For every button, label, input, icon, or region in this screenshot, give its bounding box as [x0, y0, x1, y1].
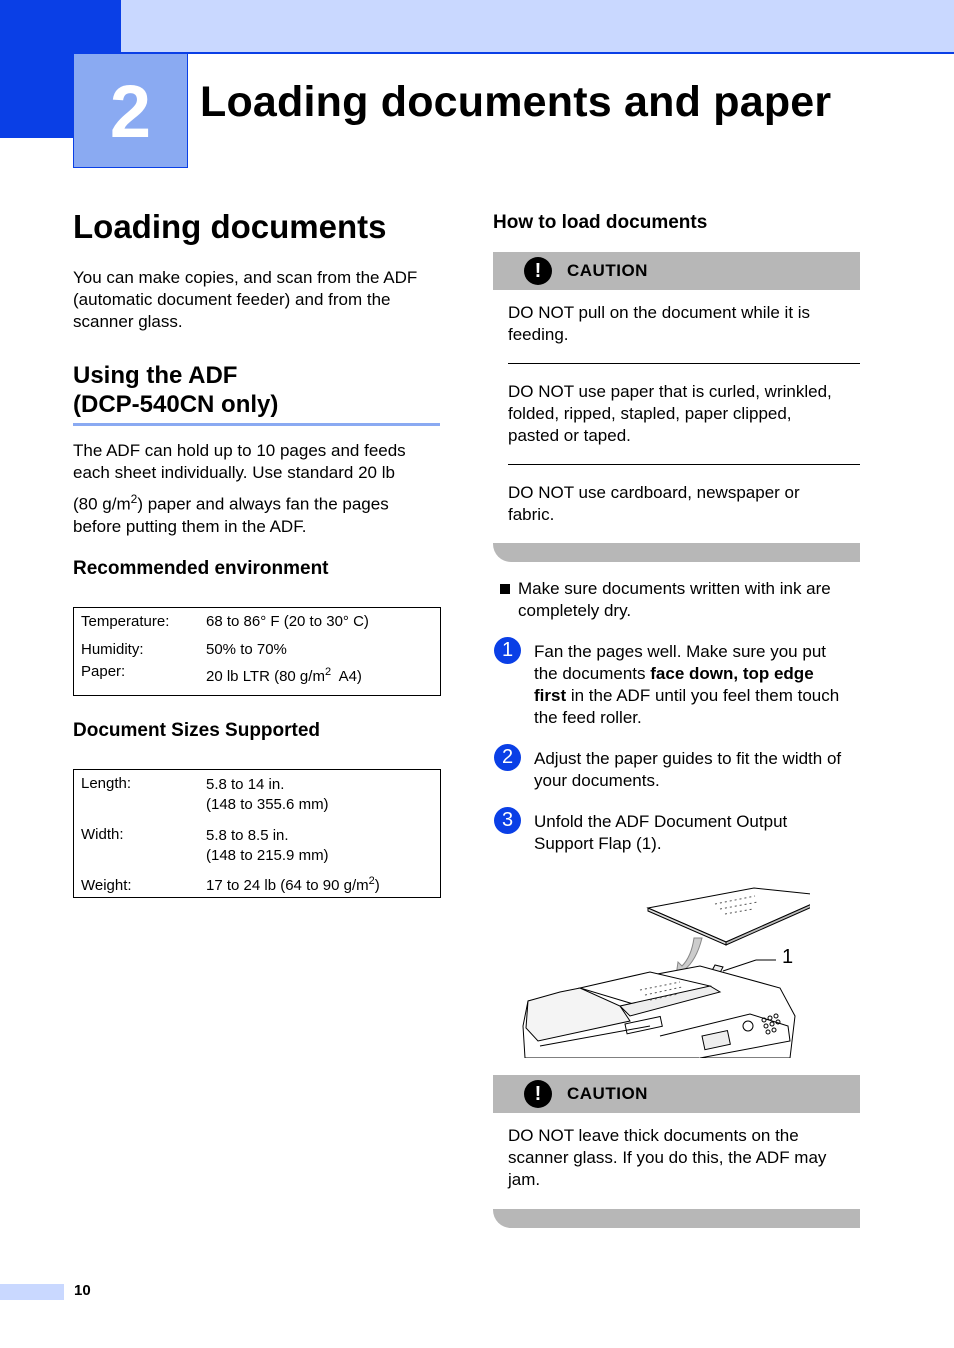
text: the documents [534, 664, 651, 683]
adf-illustration [520, 866, 810, 1058]
text: ) [374, 877, 380, 895]
step-line: Unfold the ADF Document Output [534, 812, 788, 831]
value-line: (148 to 355.6 mm) [206, 796, 329, 813]
document-sheet [648, 888, 810, 942]
length-label: Length: [81, 775, 132, 792]
adf-line: The ADF can hold up to 10 pages and feeds [73, 441, 406, 460]
superscript: 2 [368, 875, 375, 888]
caution-label: CAUTION [567, 261, 648, 280]
width-value [206, 820, 441, 871]
caution-line: DO NOT leave thick documents on the [508, 1126, 799, 1145]
step-number-3: 3 [494, 807, 521, 834]
caution-line: jam. [508, 1170, 541, 1189]
step-1-text [534, 641, 864, 729]
value-line: 5.8 to 8.5 in. [206, 827, 289, 845]
subsection-title-line: (DCP-540CN only) [73, 391, 279, 418]
text: ) paper and always fan the pages [137, 494, 389, 514]
intro-line: scanner glass. [73, 312, 183, 331]
intro-line: You can make copies, and scan from the ADF [73, 268, 418, 287]
bullet-line: completely dry. [518, 601, 632, 620]
caution-footer [493, 1209, 860, 1228]
bold-text: face down, top edge [650, 664, 814, 683]
caution-label: CAUTION [567, 1084, 648, 1103]
env-title: Recommended environment [73, 558, 329, 579]
paper-label: Paper: [81, 662, 126, 680]
divider [508, 464, 860, 465]
length-value [206, 770, 441, 821]
caution-line: pasted or taped. [508, 426, 631, 445]
bullet-square-icon [500, 584, 510, 594]
superscript: 2 [130, 492, 138, 506]
sizes-title: Document Sizes Supported [73, 720, 321, 741]
bullet-line: Make sure documents written with ink are [518, 579, 831, 598]
value-line: 5.8 to 14 in. [206, 776, 285, 793]
caution-line: feeding. [508, 325, 569, 344]
bullet-text [518, 578, 863, 622]
caution-footer [493, 543, 860, 562]
caution-item [508, 482, 858, 526]
caution-header [493, 252, 860, 290]
step-line [534, 685, 864, 707]
callout-number: 1 [782, 946, 794, 968]
page-tab [0, 1284, 64, 1300]
text: (80 g/m [73, 494, 131, 514]
text: in the ADF until you feel them touch [566, 686, 840, 705]
humidity-label: Humidity: [81, 640, 144, 658]
paper-value [206, 663, 441, 696]
caution-line: fabric. [508, 505, 555, 524]
chapter-title: Loading documents and paper [200, 78, 832, 126]
divider [508, 363, 860, 364]
caution-line: DO NOT use cardboard, newspaper or [508, 483, 800, 502]
exclamation-icon: ! [524, 1080, 552, 1108]
subsection-title-line: Using the ADF [73, 362, 238, 389]
intro-paragraph [73, 267, 443, 333]
step-line [534, 663, 864, 685]
adf-line: each sheet individually. Use standard 20 lb [73, 463, 395, 482]
chapter-number: 2 [73, 53, 188, 168]
subsection-rule [73, 423, 440, 426]
temp-label: Temperature: [81, 613, 170, 630]
header-band [121, 0, 954, 54]
adf-line: before putting them in the ADF. [73, 516, 307, 536]
bold-text: first [534, 686, 567, 705]
step-number-1: 1 [494, 637, 521, 664]
caution-line: DO NOT pull on the document while it is [508, 303, 811, 322]
value-line: (148 to 215.9 mm) [206, 847, 329, 865]
page-number: 10 [74, 1282, 91, 1299]
text: 17 to 24 lb (64 to 90 g/m [206, 877, 369, 895]
adf-paragraph [73, 440, 445, 538]
step-line: Fan the pages well. Make sure you put [534, 642, 826, 661]
section-title: Loading documents [73, 208, 387, 245]
caution-line: scanner glass. If you do this, the ADF may [508, 1148, 827, 1167]
exclamation-icon: ! [524, 257, 552, 285]
step-line: your documents. [534, 771, 660, 790]
text: 20 lb LTR (80 g/m [206, 667, 325, 685]
width-label: Width: [81, 826, 124, 844]
howto-title: How to load documents [493, 212, 708, 233]
step-line: the feed roller. [534, 708, 642, 727]
caution-line: folded, ripped, stapled, paper clipped, [508, 404, 792, 423]
intro-line: (automatic document feeder) and from the [73, 290, 391, 309]
caution-item [508, 1125, 860, 1191]
caution-item [508, 302, 858, 346]
text: A4) [331, 667, 362, 685]
weight-label: Weight: [81, 877, 132, 895]
weight-value [206, 871, 441, 897]
adf-line [73, 488, 445, 516]
step-2-text [534, 748, 864, 792]
caution-line: DO NOT use paper that is curled, wrinkled, [508, 382, 832, 401]
step-line: Support Flap (1). [534, 834, 662, 853]
subsection-title [73, 361, 278, 419]
sizes-table [73, 769, 441, 898]
humidity-value: 50% to 70% [206, 640, 287, 658]
step-number-2: 2 [494, 744, 521, 771]
step-3-text [534, 811, 864, 855]
caution-header [493, 1075, 860, 1113]
temp-value: 68 to 86° F (20 to 30° C) [206, 613, 369, 630]
superscript: 2 [324, 665, 332, 678]
step-line: Adjust the paper guides to fit the width of [534, 749, 842, 768]
caution-item [508, 381, 860, 447]
env-table [73, 607, 441, 696]
